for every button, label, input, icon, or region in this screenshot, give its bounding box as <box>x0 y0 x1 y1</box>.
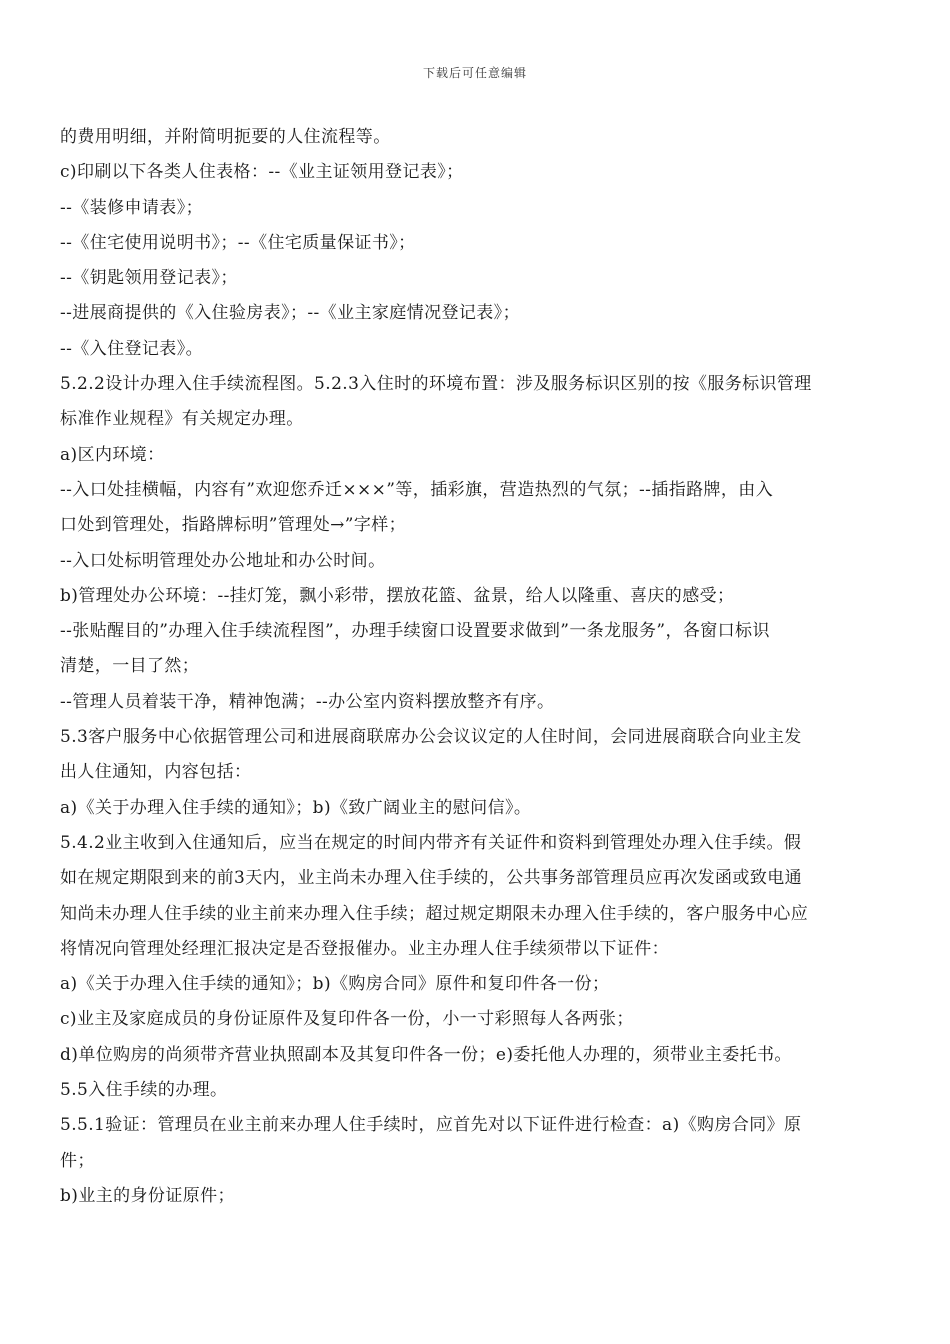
document-body <box>60 120 895 1214</box>
page-header: 下载后可任意编辑 <box>422 66 527 80</box>
text-line: --《入住登记表》。 <box>60 338 203 359</box>
text-line: a)《关于办理入住手续的通知》；b)《致广阔业主的慰问信》。 <box>60 797 532 818</box>
text-line: 5.5入住手续的办理。 <box>60 1080 228 1101</box>
text-line: --张贴醒目的”办理入住手续流程图”，办理手续窗口设置要求做到”一条龙服务”，各窗口标识 <box>60 621 770 642</box>
text-line: b)管理处办公环境：--挂灯笼，飘小彩带，摆放花篮、盆景，给人以隆重、喜庆的感受； <box>60 585 735 606</box>
text-line: 件； <box>60 1150 95 1171</box>
text-line: 5.2.2设计办理入住手续流程图。5.2.3入住时的环境布置：涉及服务标识区别的按《服务标识管理 <box>60 374 812 395</box>
text-line: 5.5.1验证：管理员在业主前来办理人住手续时，应首先对以下证件进行检查：a)《购房合同》原 <box>60 1115 802 1136</box>
text-line: --《住宅使用说明书》；--《住宅质量保证书》； <box>60 232 416 253</box>
text-line: --管理人员着装干净，精神饱满；--办公室内资料摆放整齐有序。 <box>60 691 555 712</box>
text-line: c)业主及家庭成员的身份证原件及复印件各一份，小一寸彩照每人各两张； <box>60 1009 634 1030</box>
text-line: 如在规定期限到来的前3天内，业主尚未办理入住手续的，公共事务部管理员应再次发函或致电通 <box>60 868 803 889</box>
text-line: a)区内环境： <box>60 444 165 465</box>
text-line: 知尚未办理人住手续的业主前来办理入住手续；超过规定期限未办理入住手续的，客户服务中心应 <box>60 903 809 924</box>
text-line: b)业主的身份证原件； <box>60 1185 235 1206</box>
text-line: --入口处挂横幅，内容有”欢迎您乔迁×××”等，插彩旗，营造热烈的气氛；--插指路牌，由入 <box>60 479 774 500</box>
text-line: --《钥匙领用登记表》； <box>60 268 238 289</box>
text-line: 的费用明细，并附简明扼要的人住流程等。 <box>60 127 391 147</box>
text-line: a)《关于办理入住手续的通知》；b)《购房合同》原件和复印件各一份； <box>60 974 610 995</box>
text-line: 标准作业规程》有关规定办理。 <box>60 409 304 430</box>
text-line: 将情况向管理处经理汇报决定是否登报催办。业主办理人住手续须带以下证件： <box>60 938 669 959</box>
text-line: 5.3客户服务中心依据管理公司和进展商联席办公会议议定的人住时间，会同进展商联合向业主发 <box>60 727 802 748</box>
text-line: 清楚，一目了然； <box>60 656 200 677</box>
text-line: --入口处标明管理处办公地址和办公时间。 <box>60 550 386 571</box>
text-line: d)单位购房的尚须带齐营业执照副本及其复印件各一份；e)委托他人办理的，须带业主委托书。 <box>60 1044 792 1065</box>
text-line: 出人住通知，内容包括： <box>60 762 252 783</box>
text-line: --《装修申请表》； <box>60 197 203 218</box>
text-line: 口处到管理处，指路牌标明”管理处→”字样； <box>60 515 407 536</box>
text-line: c)印刷以下各类人住表格：--《业主证领用登记表》； <box>60 162 464 183</box>
text-line: 5.4.2业主收到入住通知后，应当在规定的时间内带齐有关证件和资料到管理处办理入住手续。假 <box>60 832 802 853</box>
text-line: --进展商提供的《入住验房表》；--《业主家庭情况登记表》； <box>60 303 520 324</box>
